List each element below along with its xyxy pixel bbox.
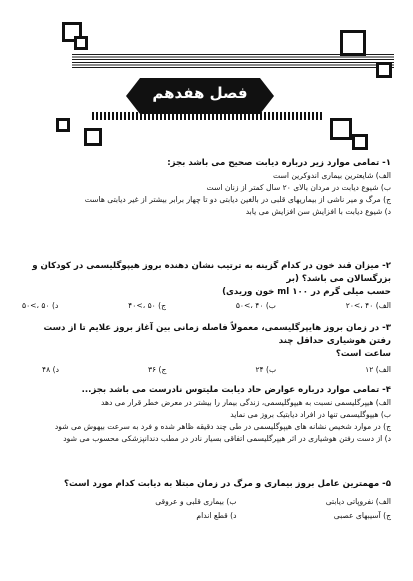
question-stem: ۴- تمامی موارد درباره عوارض حاد دیابت ملیتوس نادرست می باشد بجز... — [81, 385, 391, 395]
question-stem: حسب میلی گرم در ۱۰۰ ml خون وریدی) — [222, 287, 391, 297]
corner-square-ornament — [376, 62, 392, 78]
corner-square-ornament — [352, 134, 368, 150]
option: الف) نفروپاتی دیابتی — [325, 497, 391, 506]
chapter-title: فصل هفدهم — [152, 84, 248, 102]
corner-square-ornament — [340, 30, 366, 56]
option: ب) ۲۴ — [255, 365, 277, 374]
question-5 — [22, 478, 391, 523]
corner-square-ornament — [330, 118, 352, 140]
option: الف) ۱۲ — [365, 365, 391, 374]
option: ج) در موارد شخیص نشانه های هیپوگلیسمی در طی چند دقیقه ظاهر شده و فرد به سرعت بیهوش می شود — [54, 422, 391, 431]
option: ج) ۳۶ — [147, 365, 167, 374]
question-4 — [22, 384, 391, 445]
option: د) ۵۰ ،>۵۰ — [22, 301, 59, 310]
option: ج) ۵۰ ،>۴۰ — [128, 301, 167, 310]
question-stem: ۱- تمامی موارد زیر درباره دیابت صحیح می باشد بجز: — [167, 158, 391, 168]
option: ب) شیوع دیابت در مردان بالای ۲۰ سال کمتر از زنان است — [206, 183, 391, 192]
question-stem: ۵- مهمترین عامل بروز بیماری و مرگ در زمان مبتلا به دیابت کدام مورد است؟ — [63, 479, 391, 489]
corner-square-ornament — [56, 118, 70, 132]
option: ج) مرگ و میر ناشی از بیماریهای قلبی در بالغین دیابتی دو تا چهار برابر بیشتر از غیر دیابتی هاست — [84, 195, 391, 204]
option: د) شیوع دیابت با افزایش سن افزایش می یابد — [245, 207, 391, 216]
striped-band — [72, 54, 394, 68]
question-1 — [22, 157, 391, 218]
option: الف) شایعترین بیماری اندوکرین است — [273, 171, 391, 180]
option: ج) آسیبهای عصبی — [333, 511, 391, 520]
option: ب) هیپوگلیسمی تنها در افراد دیابتیک بروز می نماید — [230, 410, 391, 419]
option: د) از دست رفتن هوشیاری در اثر هیپرگلیسمی اتفاقی بسیار نادر در مطب دندانپزشکی محسوب می شود — [63, 434, 391, 443]
option: د) قطع اندام — [196, 511, 237, 520]
option: الف) ۴۰ ،>۲۰ — [345, 301, 391, 310]
corner-square-ornament — [74, 36, 88, 50]
question-stem: ۳- در زمان بروز هایپرگلیسمی، معمولاً فاصله زمانی بین آغاز بروز علایم تا از دست رفتن هوشیاری حداقل چند — [43, 323, 391, 346]
option: ب) بیماری قلبی و عروقی — [155, 497, 237, 506]
option: د) ۴۸ — [42, 365, 59, 374]
question-2 — [22, 260, 391, 310]
option: ب) ۴۰ ،>۵۰ — [235, 301, 276, 310]
question-3 — [22, 322, 391, 374]
question-stem: ساعت است؟ — [335, 349, 391, 359]
option: الف) هیپرگلیسمی نسبت به هیپوگلیسمی، زندگی بیمار را بیشتر در معرض خطر قرار می دهد — [101, 398, 391, 407]
question-stem: ۲- میزان قند خون در کدام گزینه به ترتیب نشان دهنده بروز هیپوگلیسمی در کودکان و بزرگسالان می باشد؟ (بر — [32, 261, 391, 284]
corner-square-ornament — [84, 128, 102, 146]
